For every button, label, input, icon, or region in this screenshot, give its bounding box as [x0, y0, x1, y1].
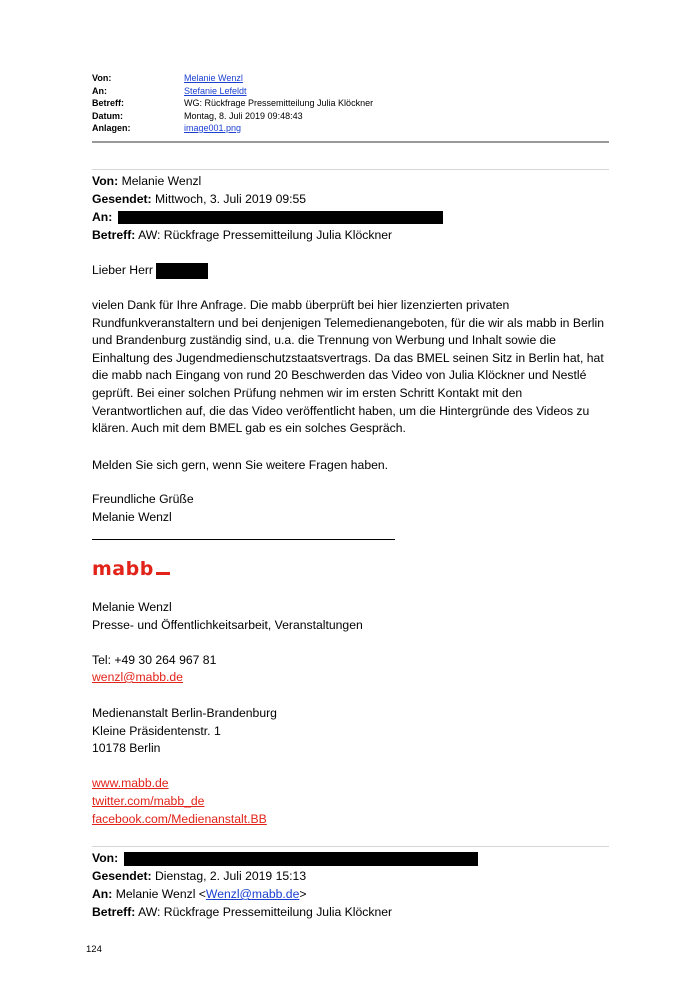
msg2-sent-label: Gesendet:: [92, 869, 152, 883]
header-from-link[interactable]: Melanie Wenzl: [184, 73, 243, 83]
msg2-to-close: >: [299, 887, 307, 901]
twitter-link[interactable]: twitter.com/mabb_de: [92, 794, 205, 808]
redaction-bar: [156, 263, 208, 279]
msg2-subject-line: [92, 904, 612, 922]
msg2-to-label: An:: [92, 887, 113, 901]
msg2-subject: AW: Rückfrage Pressemitteilung Julia Klöckner: [138, 905, 393, 919]
header-key: Datum:: [92, 110, 123, 121]
msg2-from-line: [92, 850, 612, 868]
signature-email-link[interactable]: wenzl@mabb.de: [92, 670, 183, 684]
header-to-link[interactable]: Stefanie Lefeldt: [184, 85, 247, 96]
redaction-bar: [124, 852, 478, 866]
signature-facebook-line: [92, 811, 612, 829]
msg2-to-line: [92, 886, 612, 904]
signature-street: Kleine Präsidentenstr. 1: [92, 724, 221, 738]
header-row-from: [92, 72, 612, 85]
attachment-link[interactable]: image001.png: [184, 123, 242, 133]
message-divider: [92, 169, 609, 170]
mabb-logo: [92, 558, 170, 580]
msg1-subject-label: Betreff:: [92, 228, 136, 242]
header-row-date: [92, 110, 612, 123]
msg1-sent: Mittwoch, 3. Juli 2019 09:55: [155, 192, 307, 206]
header-key: Von:: [92, 73, 112, 83]
header-divider: [92, 141, 609, 143]
signature-org: Medienanstalt Berlin-Brandenburg: [92, 706, 277, 720]
redaction-bar: [118, 211, 443, 224]
msg1-sent-label: Gesendet:: [92, 192, 152, 206]
website-link[interactable]: www.mabb.de: [92, 776, 169, 790]
regards: Freundliche Grüße: [92, 492, 194, 506]
msg2-sent-line: [92, 868, 612, 886]
signature-city: 10178 Berlin: [92, 741, 161, 755]
message-divider: [92, 846, 609, 847]
msg1-from: Melanie Wenzl: [121, 174, 202, 188]
mabb-logo-text: mabb: [92, 558, 154, 580]
facebook-link[interactable]: facebook.com/Medienanstalt.BB: [92, 812, 267, 826]
msg2-sent: Dienstag, 2. Juli 2019 15:13: [155, 869, 307, 883]
header-subject: WG: Rückfrage Pressemitteilung Julia Klöckner: [184, 98, 374, 108]
signature-web-line: [92, 775, 612, 793]
signature-name: Melanie Wenzl: [92, 600, 172, 614]
msg2-from-label: Von:: [92, 851, 119, 865]
logo-underscore: [156, 572, 170, 575]
header-row-attachments: [92, 122, 612, 135]
msg1-from-label: Von:: [92, 174, 119, 188]
header-row-subject: [92, 97, 612, 110]
msg1-subject-line: [92, 227, 612, 245]
header-row-to: [92, 85, 612, 98]
msg1-sent-line: [92, 191, 612, 209]
msg2-subject-label: Betreff:: [92, 905, 136, 919]
page-number: 124: [86, 944, 102, 955]
greeting: Lieber Herr: [92, 263, 153, 277]
signature-twitter-line: [92, 793, 612, 811]
header-key: An:: [92, 85, 107, 96]
header-key: Anlagen:: [92, 123, 131, 133]
body-paragraph: vielen Dank für Ihre Anfrage. Die mabb überprüft bei hier lizenzierten privaten Rundfunkveranstaltern und bei denjenigen Telemedienangeboten, für die wir als mabb in Berlin und Brandenburg zuständig sind, u.a. die Trennung von Werbung und Inhalt sowie die Einhaltung des Jugendmedienschutzstaatsvertrags. Da das BMEL seinen Sitz in Berlin hat, hat die mabb nach Eingang von rund 20 Beschwerden das Video von Julia Klöckner und Nestlé geprüft. Bei einer solchen Prüfung nehmen wir im ersten Schritt Kontakt mit den Verantwortlichen auf, die das Video veröffentlicht haben, um die Hintergründe des Videos zu klären. Auch mit dem BMEL gab es ein solches Gespräch.: [92, 298, 604, 436]
closing-line: Melden Sie sich gern, wenn Sie weitere Fragen haben.: [92, 458, 389, 472]
header-key: Betreff:: [92, 98, 125, 108]
msg1-subject: AW: Rückfrage Pressemitteilung Julia Klöckner: [138, 228, 393, 242]
msg2-to-email-link[interactable]: Wenzl@mabb.de: [205, 887, 300, 901]
signature-email-line: [92, 669, 612, 687]
signature-divider: [92, 539, 395, 540]
msg2-to-name: Melanie Wenzl <: [115, 887, 206, 901]
msg1-to-line: [92, 209, 612, 227]
greeting-line: [92, 262, 612, 280]
msg1-to-label: An:: [92, 210, 113, 224]
signature-role: Presse- und Öffentlichkeitsarbeit, Veranstaltungen: [92, 618, 363, 632]
forward-header: [92, 72, 612, 135]
header-date: Montag, 8. Juli 2019 09:48:43: [184, 110, 303, 121]
signature-tel: Tel: +49 30 264 967 81: [92, 653, 217, 667]
msg1-from-line: [92, 173, 612, 191]
signer-name: Melanie Wenzl: [92, 510, 172, 524]
